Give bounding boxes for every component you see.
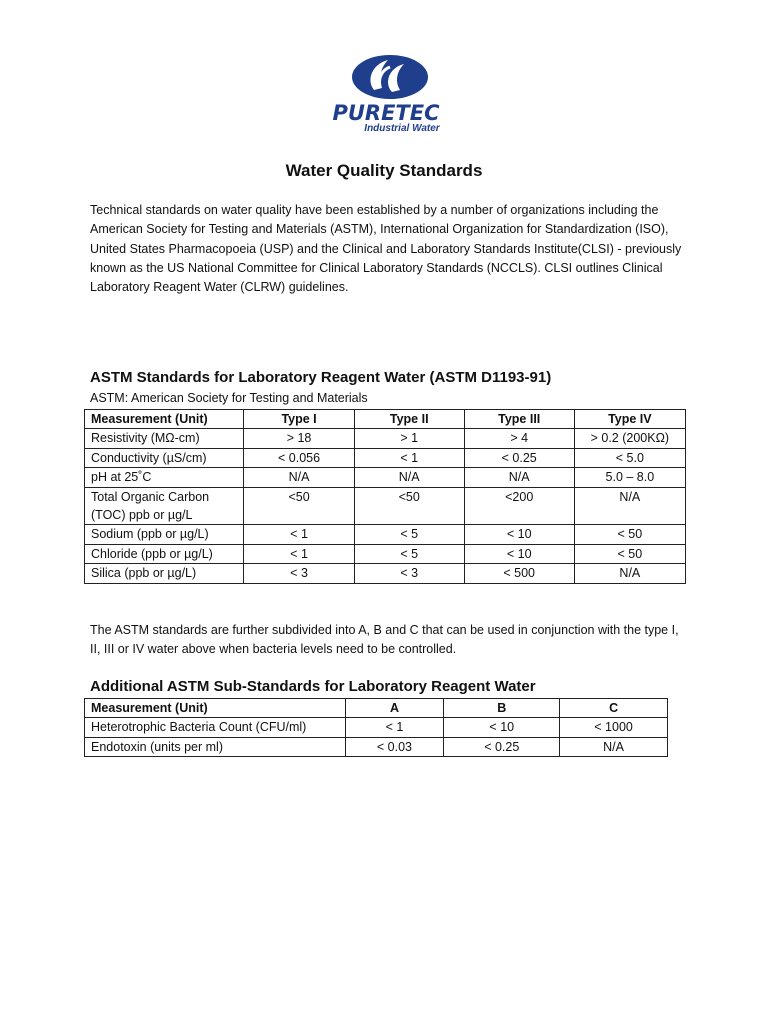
table-row (85, 448, 686, 467)
table-cell: Conductivity (µS/cm) (85, 448, 244, 467)
table-cell: pH at 25˚C (85, 468, 244, 487)
table-row (85, 487, 686, 525)
table-row (85, 544, 686, 563)
table-cell: < 500 (464, 564, 574, 583)
table-row (85, 737, 668, 756)
astm-section-heading: ASTM Standards for Laboratory Reagent Water (ASTM D1193-91) (90, 369, 552, 386)
table-header-cell: C (560, 699, 668, 718)
table-cell: < 10 (444, 718, 560, 737)
table-header-cell: Measurement (Unit) (85, 410, 244, 429)
astm-section-subheading: ASTM: American Society for Testing and Materials (90, 391, 368, 405)
logo-brand-text: PURETEC (332, 101, 440, 125)
table-header-cell: A (345, 699, 444, 718)
table-cell: < 1 (354, 448, 464, 467)
table-cell: N/A (574, 487, 685, 525)
table-cell: < 10 (464, 544, 574, 563)
table-cell: Heterotrophic Bacteria Count (CFU/ml) (85, 718, 346, 737)
table-header-cell: Type IV (574, 410, 685, 429)
table-cell: N/A (244, 468, 354, 487)
table-cell: < 5.0 (574, 448, 685, 467)
table-header-cell: Measurement (Unit) (85, 699, 346, 718)
table-cell: < 0.03 (345, 737, 444, 756)
table-cell: > 1 (354, 429, 464, 448)
table-cell: < 3 (354, 564, 464, 583)
table-cell: <50 (354, 487, 464, 525)
table-cell: < 5 (354, 544, 464, 563)
table-cell: < 1 (244, 525, 354, 544)
puretec-logo (312, 50, 460, 140)
table-cell: < 50 (574, 525, 685, 544)
table-header-cell: Type III (464, 410, 574, 429)
table-cell: < 50 (574, 544, 685, 563)
table-header-cell: Type II (354, 410, 464, 429)
table-cell: < 5 (354, 525, 464, 544)
table-cell: Sodium (ppb or µg/L) (85, 525, 244, 544)
table-row (85, 468, 686, 487)
table-cell: < 3 (244, 564, 354, 583)
table-cell: < 0.056 (244, 448, 354, 467)
substandards-table (84, 698, 668, 757)
substandards-section-heading: Additional ASTM Sub-Standards for Laboratory Reagent Water (90, 678, 536, 695)
table-header-row (85, 410, 686, 429)
table-cell: 5.0 – 8.0 (574, 468, 685, 487)
table-cell: > 18 (244, 429, 354, 448)
logo-tagline: Industrial Water (364, 123, 440, 134)
substandards-paragraph: The ASTM standards are further subdivided into A, B and C that can be used in conjunction with the type I, II, III or IV water above when bacteria levels need to be controlled. (90, 623, 679, 657)
table-cell: < 10 (464, 525, 574, 544)
table-cell: Endotoxin (units per ml) (85, 737, 346, 756)
table-cell: > 4 (464, 429, 574, 448)
document-title: Water Quality Standards (285, 161, 483, 180)
table-cell: <50 (244, 487, 354, 525)
table-cell: N/A (574, 564, 685, 583)
table-cell: Silica (ppb or µg/L) (85, 564, 244, 583)
table-cell: N/A (560, 737, 668, 756)
table-row (85, 718, 668, 737)
table-row (85, 564, 686, 583)
table-cell: Total Organic Carbon (TOC) ppb or µg/L (85, 487, 244, 525)
table-cell: < 1 (244, 544, 354, 563)
table-row (85, 525, 686, 544)
astm-standards-table (84, 409, 686, 584)
table-header-cell: Type I (244, 410, 354, 429)
table-header-cell: B (444, 699, 560, 718)
table-cell: < 1 (345, 718, 444, 737)
table-header-row (85, 699, 668, 718)
table-row (85, 429, 686, 448)
table-cell: < 1000 (560, 718, 668, 737)
table-cell: Resistivity (MΩ-cm) (85, 429, 244, 448)
table-cell: N/A (464, 468, 574, 487)
table-cell: <200 (464, 487, 574, 525)
table-cell: < 0.25 (444, 737, 560, 756)
table-cell: < 0.25 (464, 448, 574, 467)
table-cell: Chloride (ppb or µg/L) (85, 544, 244, 563)
table-cell: > 0.2 (200KΩ) (574, 429, 685, 448)
table-cell: N/A (354, 468, 464, 487)
intro-paragraph: Technical standards on water quality have been established by a number of organizations including the American Society for Testing and Materials (ASTM), International Organization for Standardization (ISO), United States Pharmacopoeia (USP) and the Clinical and Laboratory Standards Institute(CLSI) - previously known as the US National Committee for Clinical Laboratory Standards (NCCLS). CLSI outlines Clinical Laboratory Reagent Water (CLRW) guidelines. (90, 203, 682, 295)
